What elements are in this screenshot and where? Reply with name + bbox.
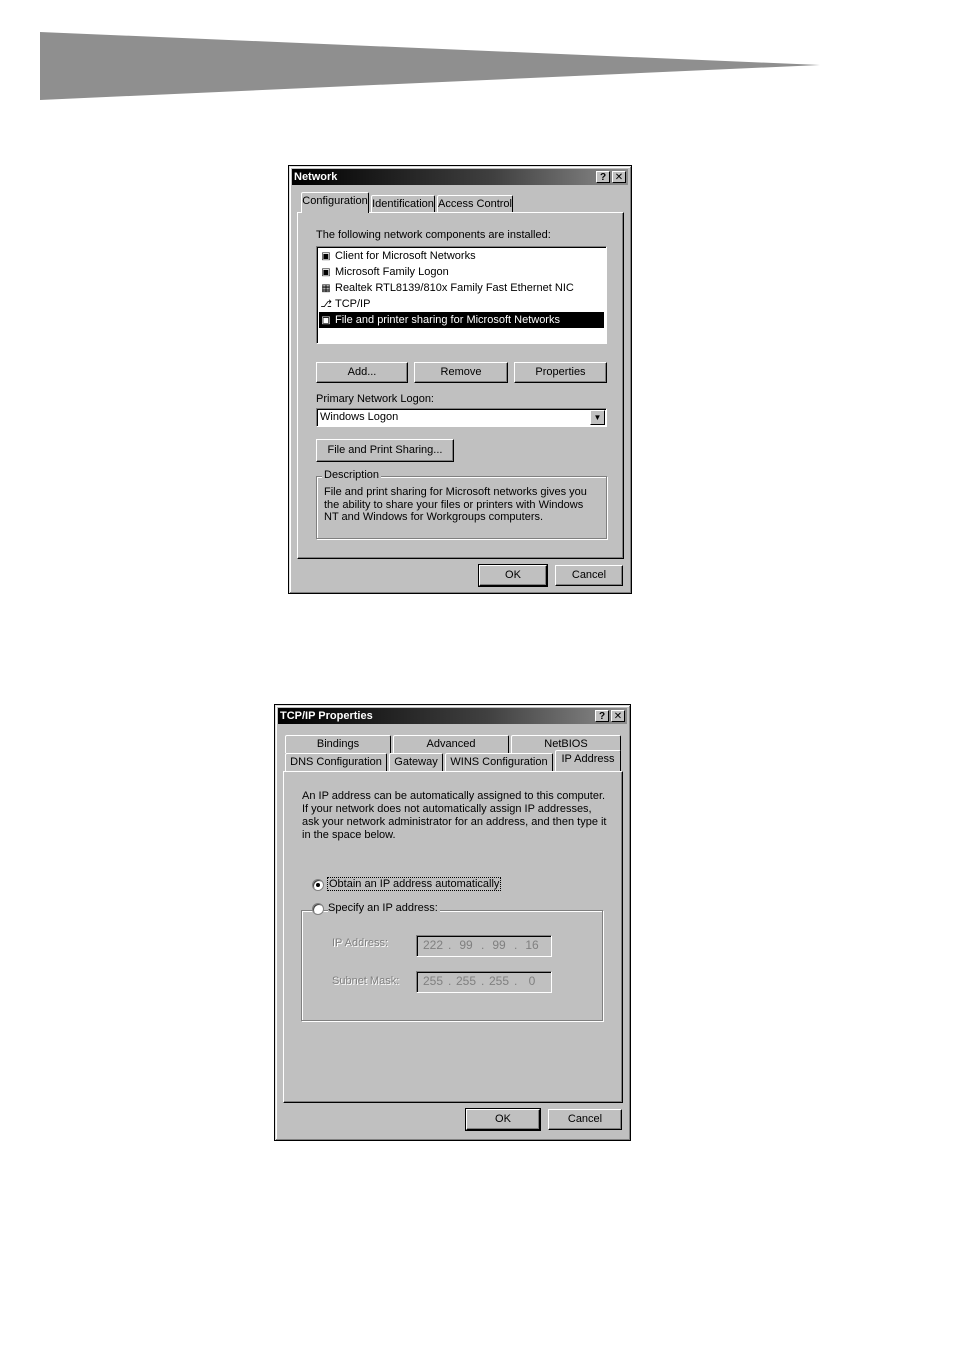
ok-button[interactable]: OK (466, 1109, 540, 1130)
tab-wins-configuration[interactable]: WINS Configuration (445, 753, 553, 771)
network-adapter-icon: ▦ (321, 283, 331, 294)
mask-octet: 255 (455, 974, 477, 988)
specify-ip-group (301, 910, 603, 1021)
tab-bindings[interactable]: Bindings (285, 735, 391, 753)
components-label: The following network components are installed: (316, 229, 551, 241)
tab-identification[interactable]: Identification (371, 195, 435, 213)
tab-configuration[interactable]: Configuration (301, 192, 369, 213)
network-title: Network (294, 171, 338, 183)
radio-selected-dot (316, 883, 320, 887)
help-icon[interactable]: ? (595, 710, 609, 722)
help-icon[interactable]: ? (596, 171, 610, 183)
ip-octet: 16 (525, 938, 539, 952)
octet-separator: . (448, 938, 452, 952)
add-button[interactable]: Add... (316, 362, 408, 383)
primary-logon-label: Primary Network Logon: (316, 393, 434, 405)
remove-button[interactable]: Remove (414, 362, 508, 383)
tcpip-title: TCP/IP Properties (280, 710, 373, 722)
subnet-mask-field[interactable] (416, 971, 552, 993)
radio-specify-ip[interactable] (312, 903, 324, 915)
tab-advanced[interactable]: Advanced (393, 735, 509, 753)
subnet-mask-label: Subnet Mask: (332, 975, 400, 987)
cancel-button[interactable]: Cancel (555, 565, 623, 586)
list-item[interactable]: ▣ Client for Microsoft Networks (319, 248, 604, 264)
tab-dns-configuration[interactable]: DNS Configuration (285, 753, 387, 771)
network-title-bar (292, 169, 628, 185)
octet-separator: . (481, 938, 485, 952)
network-dialog (288, 165, 632, 594)
mask-octet: 255 (488, 974, 510, 988)
client-icon: ▣ (321, 267, 331, 278)
service-icon: ▣ (321, 315, 331, 326)
tcpip-title-bar (278, 708, 627, 724)
octet-separator: . (448, 974, 452, 988)
description-title: Description (324, 469, 380, 481)
description-group (316, 469, 607, 539)
radio-obtain-auto[interactable] (312, 879, 324, 891)
cancel-button[interactable]: Cancel (548, 1109, 622, 1130)
tab-ip-address[interactable]: IP Address (555, 750, 621, 771)
octet-separator: . (514, 974, 518, 988)
tab-netbios[interactable]: NetBIOS (511, 735, 621, 753)
close-icon[interactable]: ✕ (612, 171, 626, 183)
configuration-panel (297, 212, 624, 559)
ip-octet: 99 (492, 938, 506, 952)
mask-octet: 0 (528, 974, 536, 988)
list-item[interactable]: ⎇ TCP/IP (319, 296, 604, 312)
ip-octet: 99 (459, 938, 473, 952)
ip-address-field[interactable] (416, 935, 552, 957)
ip-octet: 222 (422, 938, 444, 952)
properties-button[interactable]: Properties (514, 362, 607, 383)
primary-logon-value: Windows Logon (320, 411, 399, 423)
components-list[interactable] (316, 246, 607, 344)
ip-address-panel (283, 771, 623, 1103)
ip-address-label: IP Address: (332, 937, 389, 949)
protocol-icon: ⎇ (320, 299, 332, 310)
octet-separator: . (481, 974, 485, 988)
chevron-down-icon[interactable]: ▼ (590, 410, 605, 425)
radio-specify-ip-label[interactable]: Specify an IP address: (328, 902, 438, 914)
ok-button[interactable]: OK (479, 565, 547, 586)
tcpip-dialog (274, 704, 631, 1141)
mask-octet: 255 (422, 974, 444, 988)
list-item[interactable]: ▦ Realtek RTL8139/810x Family Fast Ethernet NIC (319, 280, 604, 296)
client-icon: ▣ (321, 251, 331, 262)
intro-text: An IP address can be automatically assigned to this computer. If your network does not automatically assign IP addresses, ask your network administrator for an address, and then type it in the space below. (302, 790, 607, 841)
header-banner (40, 32, 820, 100)
list-item-selected[interactable]: ▣ File and printer sharing for Microsoft Networks (319, 312, 604, 328)
description-text: File and print sharing for Microsoft networks gives you the ability to share your files or printers with Windows NT and Windows for Workgroups computers. (324, 486, 587, 523)
tab-access-control[interactable]: Access Control (437, 195, 513, 213)
close-icon[interactable]: ✕ (611, 710, 625, 722)
radio-obtain-auto-label[interactable]: Obtain an IP address automatically (329, 878, 500, 890)
tab-gateway[interactable]: Gateway (389, 753, 443, 771)
list-item[interactable]: ▣ Microsoft Family Logon (319, 264, 604, 280)
octet-separator: . (514, 938, 518, 952)
primary-logon-select[interactable] (316, 408, 607, 427)
file-print-sharing-button[interactable]: File and Print Sharing... (316, 439, 454, 462)
